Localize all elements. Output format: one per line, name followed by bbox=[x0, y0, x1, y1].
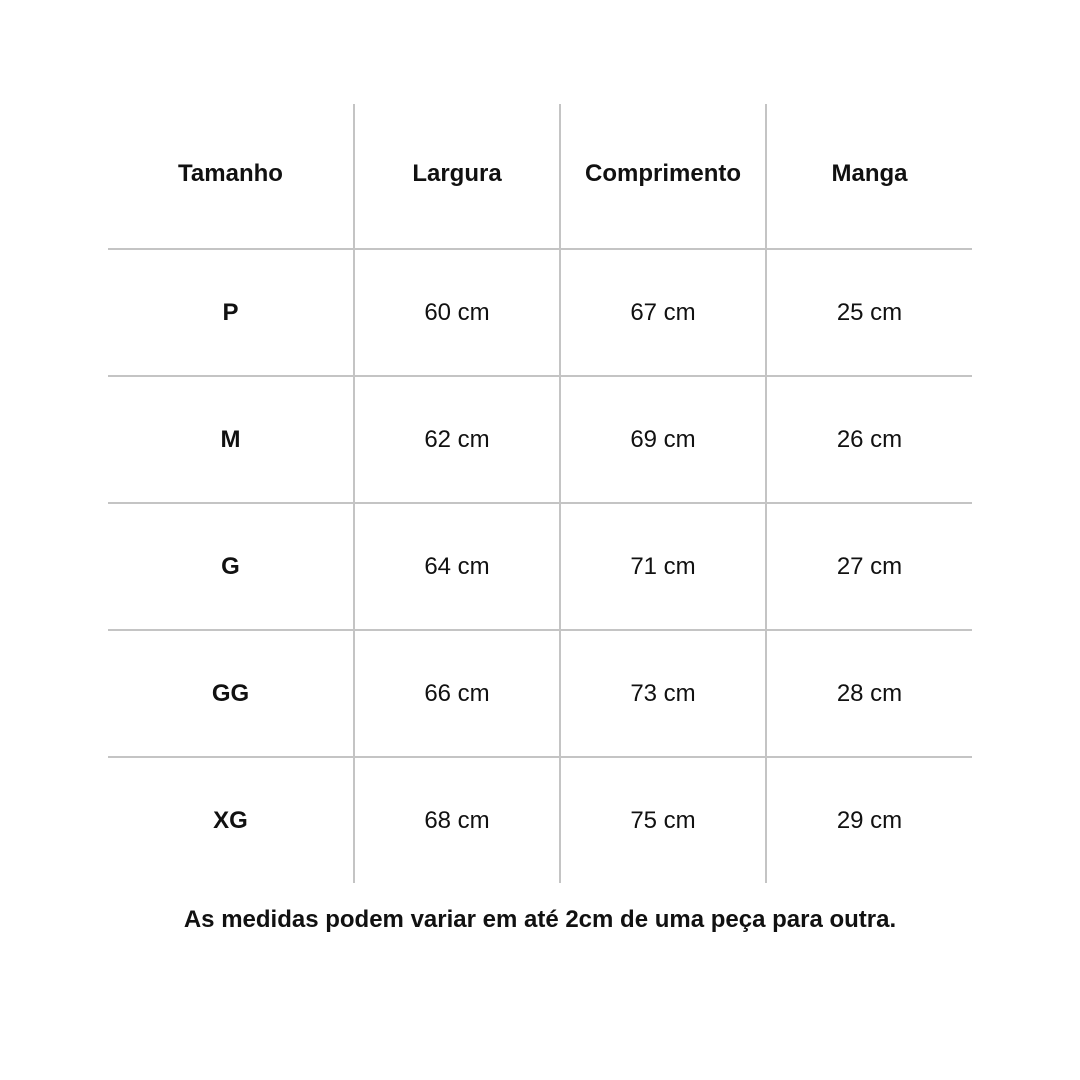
sleeve-cell: 28 cm bbox=[766, 630, 972, 757]
header-manga: Manga bbox=[766, 104, 972, 249]
length-cell: 67 cm bbox=[560, 249, 766, 376]
measurement-note: As medidas podem variar em até 2cm de uma peça para outra. bbox=[183, 906, 897, 933]
width-cell: 64 cm bbox=[354, 503, 560, 630]
size-cell: P bbox=[108, 249, 354, 376]
table-row bbox=[108, 630, 972, 757]
width-cell: 62 cm bbox=[354, 376, 560, 503]
size-cell: G bbox=[108, 503, 354, 630]
width-cell: 60 cm bbox=[354, 249, 560, 376]
size-chart-table bbox=[108, 104, 972, 883]
size-cell: GG bbox=[108, 630, 354, 757]
header-largura: Largura bbox=[354, 104, 560, 249]
length-cell: 75 cm bbox=[560, 757, 766, 883]
length-cell: 71 cm bbox=[560, 503, 766, 630]
header-row bbox=[108, 104, 972, 249]
length-cell: 73 cm bbox=[560, 630, 766, 757]
size-cell: M bbox=[108, 376, 354, 503]
table-row bbox=[108, 249, 972, 376]
table-row bbox=[108, 503, 972, 630]
sleeve-cell: 26 cm bbox=[766, 376, 972, 503]
sleeve-cell: 29 cm bbox=[836, 806, 903, 834]
table-row bbox=[108, 376, 972, 503]
size-cell: XG bbox=[108, 757, 354, 883]
header-tamanho: Tamanho bbox=[108, 104, 354, 249]
header-comprimento: Comprimento bbox=[560, 104, 766, 249]
sleeve-cell: 27 cm bbox=[766, 503, 972, 630]
width-cell: 66 cm bbox=[354, 630, 560, 757]
length-cell: 69 cm bbox=[560, 376, 766, 503]
width-cell: 68 cm bbox=[354, 757, 560, 883]
table-row bbox=[108, 757, 972, 883]
sleeve-cell: 25 cm bbox=[766, 249, 972, 376]
